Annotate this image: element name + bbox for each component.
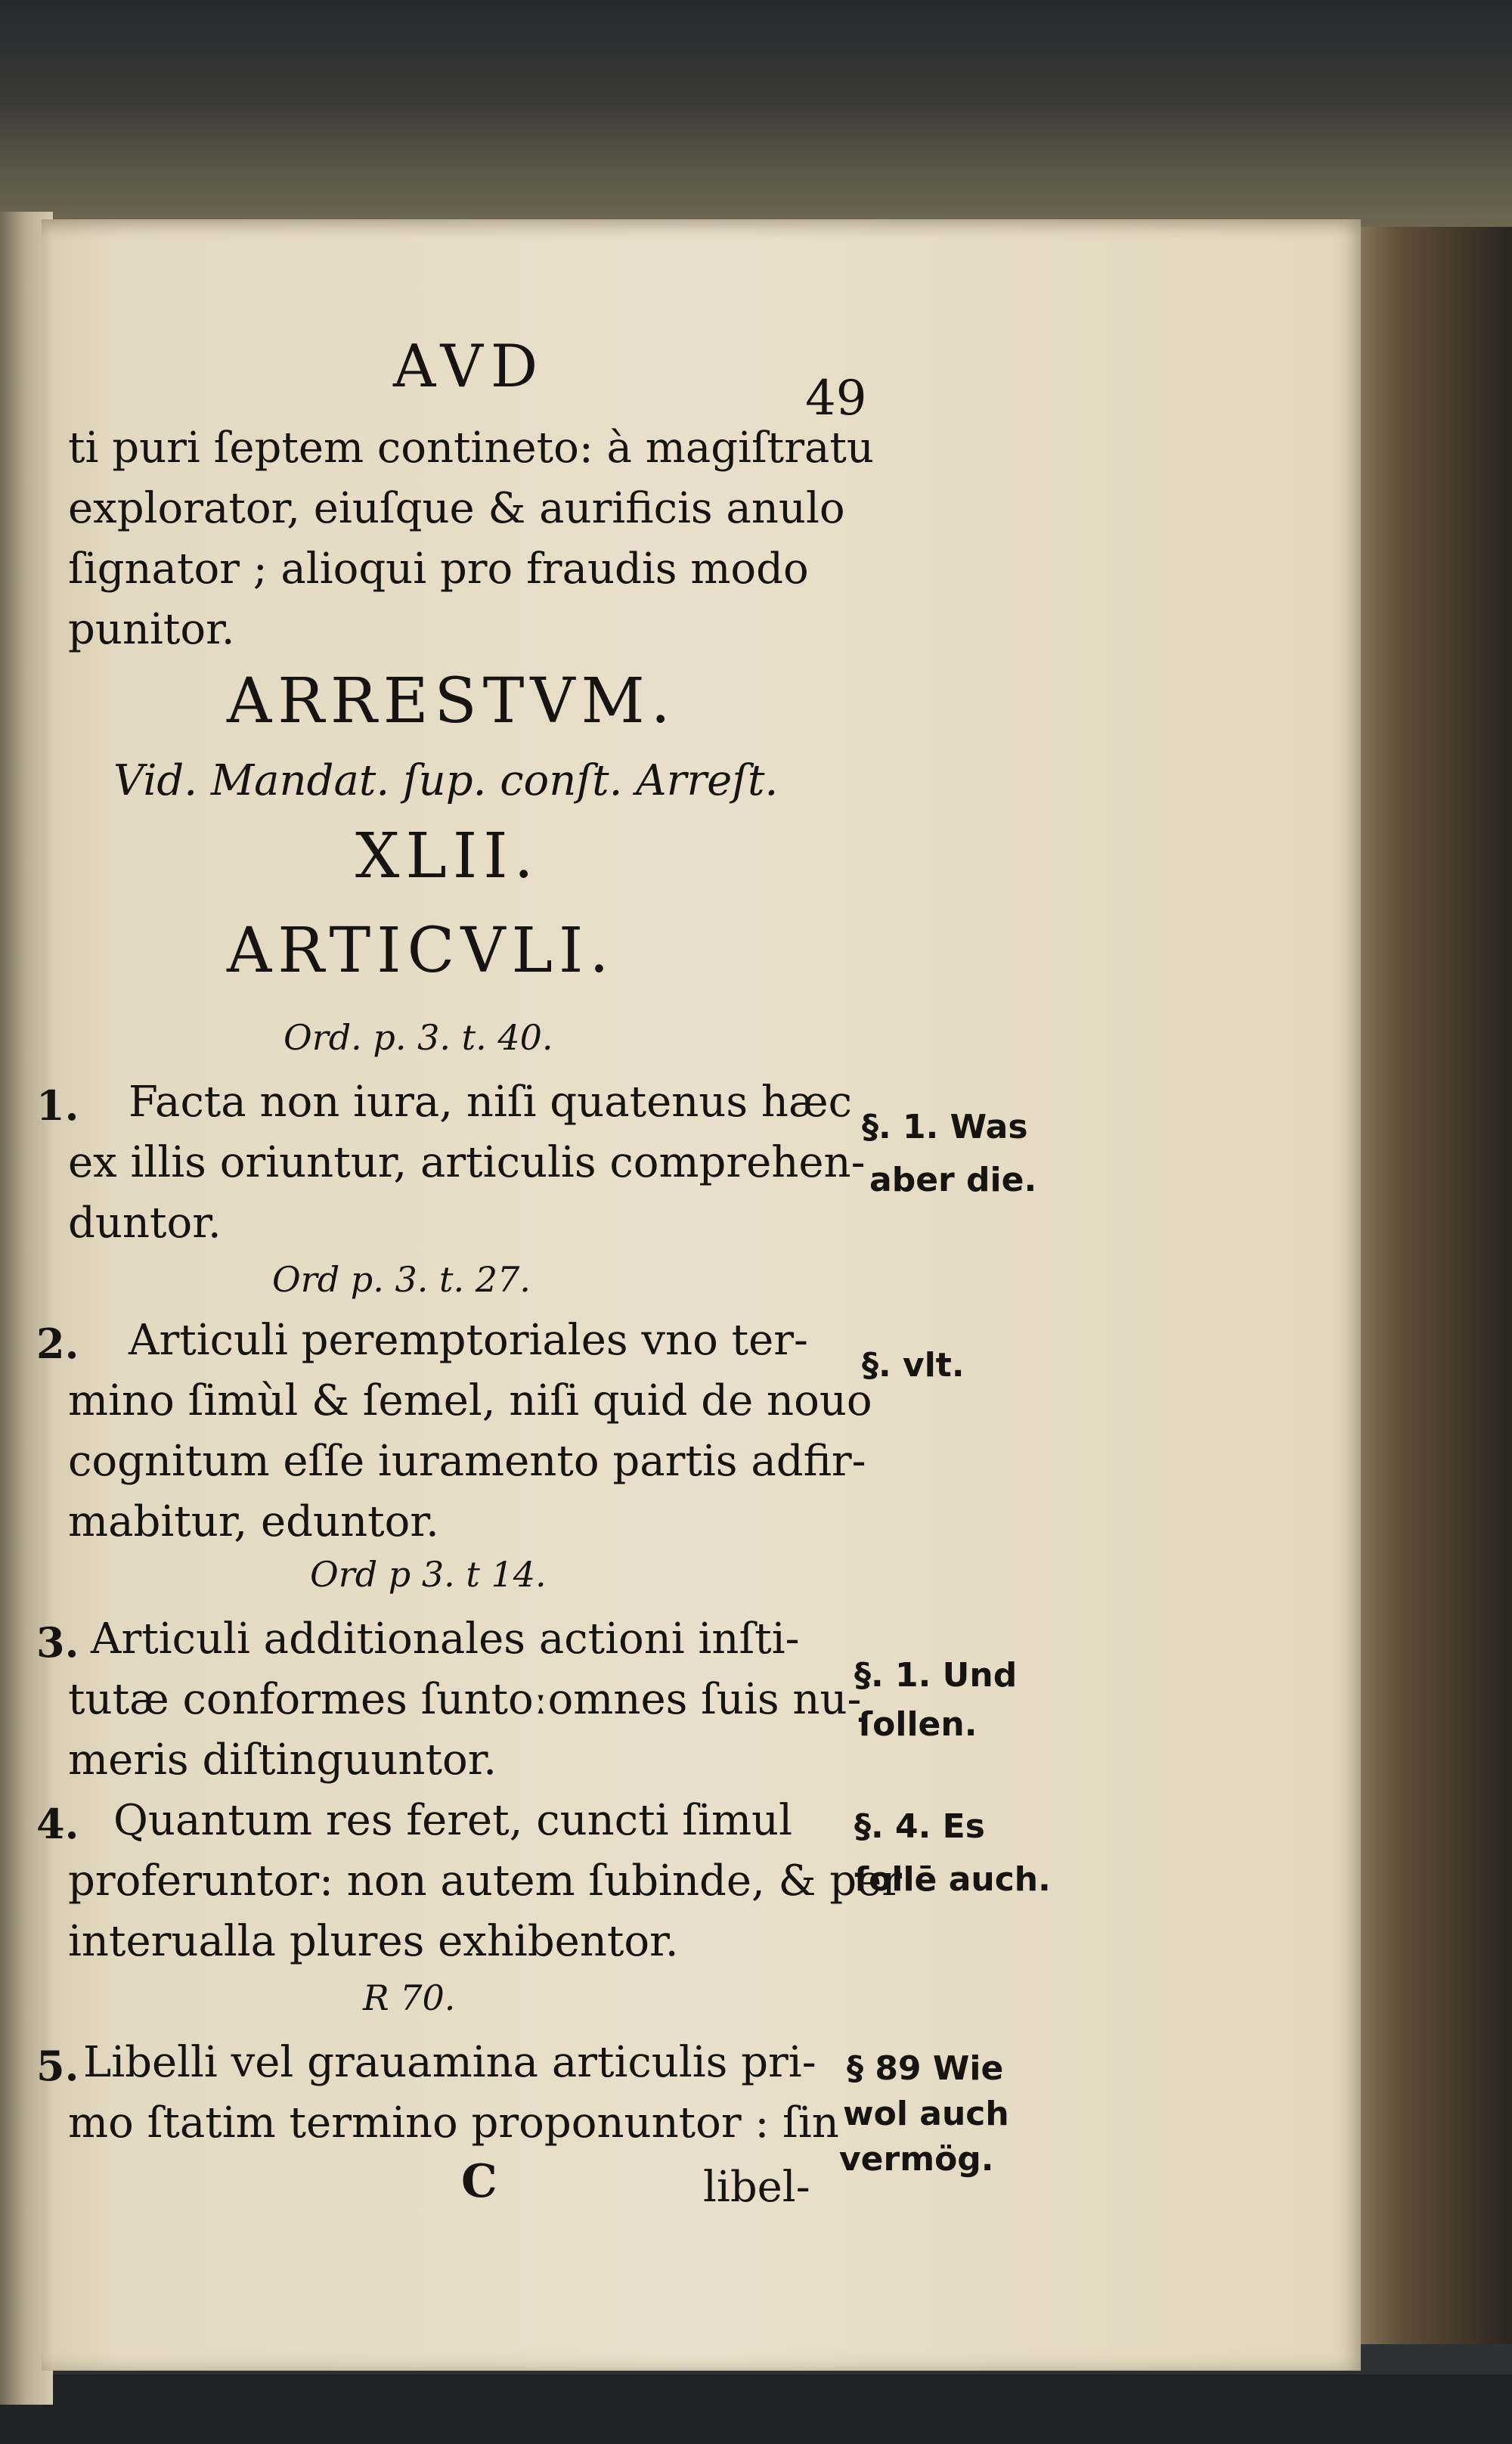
signature-mark: C [461, 2155, 497, 2208]
entry-number: 3. [36, 1618, 79, 1667]
text-line: Libelli vel grauamina articulis pri- [83, 2038, 816, 2087]
margin-note: wol auch [843, 2095, 1009, 2133]
margin-note: vermög. [839, 2140, 994, 2179]
entry-number: 5. [36, 2042, 79, 2090]
section-heading: ARRESTVM. [227, 665, 677, 737]
text-line: punitor. [68, 605, 235, 654]
text-line: ti puri ſeptem contineto: à magiſtratu [68, 423, 874, 473]
text-line: proferuntor: non autem ſubinde, & per [68, 1856, 903, 1906]
text-line: ex illis oriuntur, articulis comprehen- [68, 1138, 866, 1187]
text-line: mabitur, eduntor. [68, 1497, 439, 1546]
catchword: libel- [703, 2163, 810, 2212]
page-stack-edge [1353, 227, 1512, 2344]
text-line: Articuli additionales actioni inſti- [91, 1614, 800, 1664]
cross-reference: Vid. Mandat. ſup. conſt. Arreſt. [113, 756, 779, 805]
citation: Ord. p. 3. t. 40. [284, 1017, 553, 1058]
citation: R 70. [363, 1977, 456, 2018]
text-line: tutæ conformes ſuntoːomnes ſuis nu- [68, 1675, 862, 1724]
entry-number: 4. [36, 1800, 79, 1848]
text-line: mo ſtatim termino proponuntor : ſin [68, 2098, 839, 2148]
book-bottom-edge [0, 2374, 1512, 2444]
margin-note: §. 1. Was [862, 1108, 1028, 1146]
text-line: duntor. [68, 1199, 222, 1248]
text-line: interualla plures exhibentor. [68, 1917, 679, 1966]
text-line: ſignator ; alioqui pro fraudis modo [68, 544, 809, 594]
page-number: 49 [805, 371, 867, 426]
chapter-title: ARTICVLI. [227, 915, 615, 987]
chapter-number: XLII. [355, 820, 540, 892]
text-line: Facta non iura, niſi quatenus hæc [129, 1078, 852, 1127]
citation: Ord p 3. t 14. [310, 1554, 547, 1595]
text-line: explorator, eiuſque & aurificis anulo [68, 484, 845, 533]
entry-number: 1. [36, 1081, 79, 1130]
citation: Ord p. 3. t. 27. [272, 1259, 531, 1300]
text-line: Quantum res feret, cuncti ſimul [113, 1796, 793, 1845]
margin-note: ſollē auch. [854, 1860, 1051, 1899]
text-line: meris diſtinguuntor. [68, 1735, 497, 1785]
text-line: Articuli peremptoriales vno ter- [129, 1316, 808, 1365]
text-line: mino ſimùl & ſemel, niſi quid de nouo [68, 1376, 872, 1425]
entry-number: 2. [36, 1320, 79, 1368]
book-top-edge [0, 0, 1512, 227]
margin-note: §. 1. Und [854, 1656, 1018, 1695]
margin-note: § 89 Wie [847, 2049, 1004, 2088]
margin-note: ſollen. [858, 1705, 978, 1744]
text-line: cognitum eſſe iuramento partis adfir- [68, 1437, 866, 1486]
margin-note: aber die. [869, 1161, 1037, 1199]
margin-note: §. vlt. [862, 1346, 965, 1385]
running-head: AVD [393, 333, 546, 401]
margin-note: §. 4. Es [854, 1807, 985, 1846]
